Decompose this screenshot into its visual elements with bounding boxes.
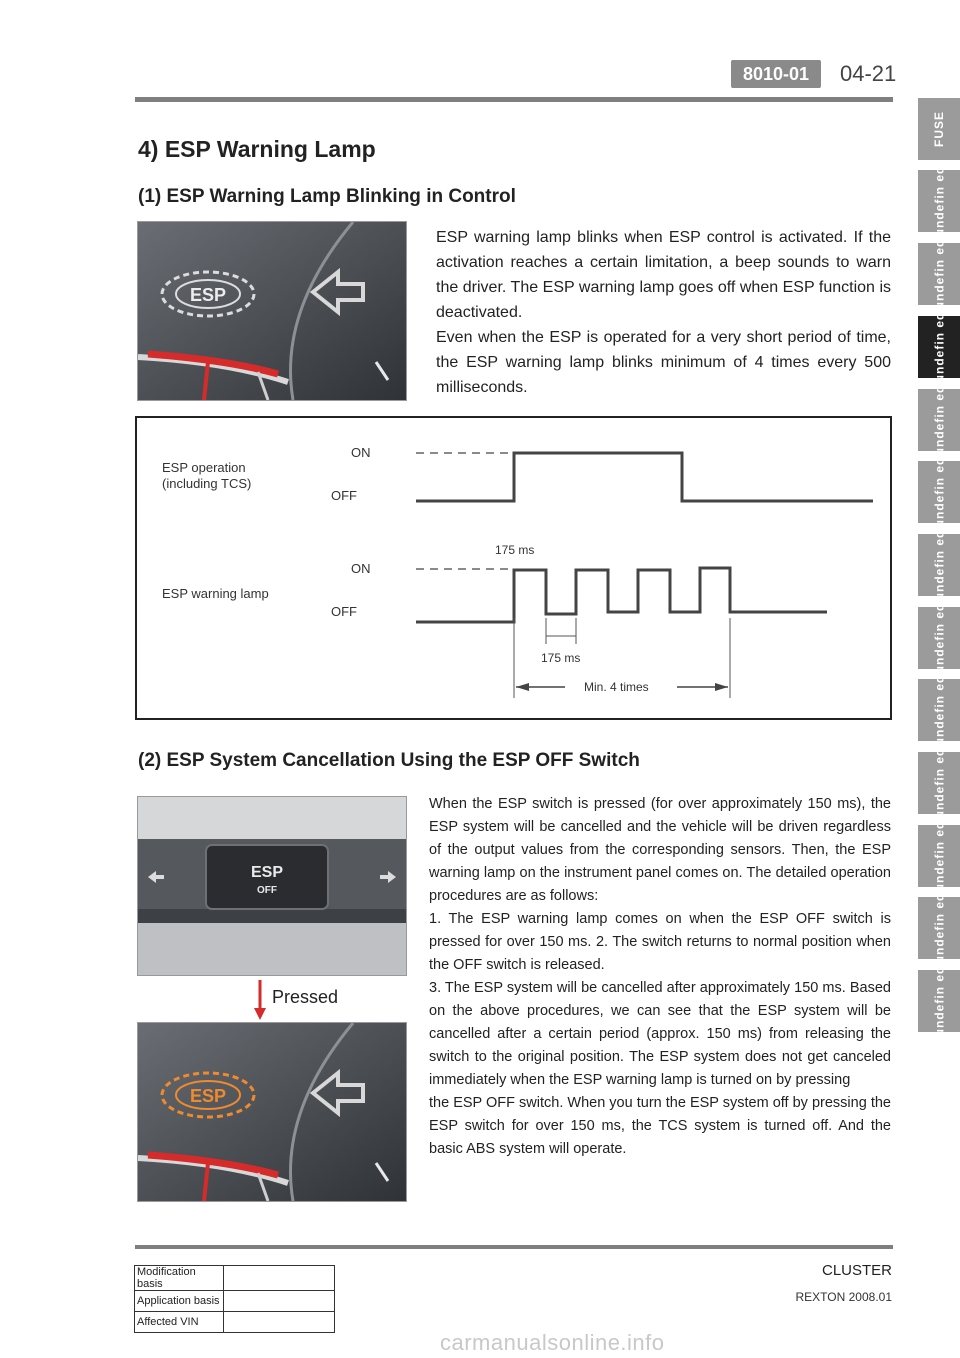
timing-diagram-svg <box>137 418 890 718</box>
model-version: REXTON 2008.01 <box>795 1290 892 1304</box>
side-tab-label: undefin ed <box>932 529 947 601</box>
cluster-photo-esp-lamp <box>137 221 407 401</box>
side-tab-5[interactable] <box>918 384 960 456</box>
side-tab-6[interactable] <box>918 456 960 528</box>
esp-operation-sublabel: (including TCS) <box>162 476 252 491</box>
side-tab-label: undefin ed <box>932 384 947 456</box>
subsection-2-title: (2) ESP System Cancellation Using the ESP OFF Switch <box>138 750 640 771</box>
subsection-1-text <box>436 225 891 400</box>
table-row <box>135 1291 335 1312</box>
side-tab-label: undefin ed <box>932 456 947 528</box>
header-rule <box>135 97 893 102</box>
cluster-illustration <box>138 222 406 400</box>
watermark: carmanualsonline.info <box>440 1330 665 1355</box>
side-tab-label: undefin ed <box>932 892 947 964</box>
subsection-2-paragraph-2: 1. The ESP warning lamp comes on when the ESP OFF switch is pressed for over 150 ms. 2. The switch returns to normal position when the OFF switch is released. <box>429 911 891 973</box>
cluster-photo-esp-on <box>137 1022 407 1202</box>
page-number: 04-21 <box>840 61 897 86</box>
subsection-1-paragraph-1: ESP warning lamp blinks when ESP control is activated. If the activation reaches a certain limitation, a beep sounds to warn the driver. The ESP warning lamp goes off when ESP function is deactivated. <box>436 229 891 321</box>
arrow-left-icon <box>516 683 529 691</box>
table-key: Modification basis <box>135 1266 224 1291</box>
side-tab-fuse[interactable] <box>918 98 960 160</box>
side-tab-4-active[interactable] <box>918 311 960 383</box>
subsection-2-paragraph-1: When the ESP switch is pressed (for over approximately 150 ms), the ESP system will be cancelled and the vehicle will be driven regardless of the output values from the corresponding sensors. Then, the ESP warning lamp on the instrument panel comes on. The detailed operation procedures are as follows: <box>429 796 891 904</box>
section-title: 4) ESP Warning Lamp <box>138 136 376 162</box>
side-tab-label: undefin ed <box>932 747 947 819</box>
subsection-2-paragraph-4: the ESP OFF switch. When you turn the ESP system off by pressing the ESP switch for over 150 ms, the TCS system is turned off. And the basic ABS system will operate. <box>429 1095 891 1157</box>
side-tab-10[interactable] <box>918 747 960 819</box>
bottom-175ms-label: 175 ms <box>541 651 581 665</box>
table-row <box>135 1266 335 1291</box>
timing-diagram <box>135 416 892 720</box>
side-tab-12[interactable] <box>918 892 960 964</box>
side-tab-7[interactable] <box>918 529 960 601</box>
side-tab-label: undefin ed <box>932 965 947 1037</box>
subsection-1-title: (1) ESP Warning Lamp Blinking in Control <box>138 186 516 207</box>
side-tab-label: undefin ed <box>932 820 947 892</box>
table-key: Application basis <box>135 1291 224 1312</box>
side-tab-label: FUSE <box>931 110 946 148</box>
side-tab-3[interactable] <box>918 238 960 310</box>
table-value <box>224 1312 335 1333</box>
side-tab-11[interactable] <box>918 820 960 892</box>
subsection-1-paragraph-2: Even when the ESP is operated for a very short period of time, the ESP warning lamp blinks minimum of 4 times every 500 milliseconds. <box>436 329 891 396</box>
row2-on-label: ON <box>351 561 371 576</box>
switch-illustration <box>138 797 406 975</box>
footer-rule <box>135 1245 893 1249</box>
side-tab-8[interactable] <box>918 602 960 674</box>
switch-esp-label: ESP <box>250 864 284 881</box>
esp-warning-lamp-label: ESP warning lamp <box>162 586 269 601</box>
chapter-name: CLUSTER <box>821 1262 892 1279</box>
side-tab-label: undefin ed <box>932 165 947 237</box>
table-row <box>135 1312 335 1333</box>
side-tab-label: undefin ed <box>932 674 947 746</box>
side-tab-9[interactable] <box>918 674 960 746</box>
esp-lamp-label: ESP <box>189 285 227 305</box>
top-175ms-label: 175 ms <box>495 543 535 557</box>
esp-operation-waveform <box>416 453 873 501</box>
subsection-2-paragraph-3: 3. The ESP system will be cancelled after approximately 150 ms. Based on the above procedures, we can see that the ESP system will be cancelled after a certain period (approx. 150 ms) from releasing the switch to the original position. The ESP system does not get canceled immediately when the ESP warning lamp is turned on by pressing <box>429 980 891 1088</box>
pressed-label: Pressed <box>272 987 339 1007</box>
side-tab-label: undefin ed <box>932 602 947 674</box>
side-tab-label: undefin ed <box>932 238 947 310</box>
table-value <box>224 1291 335 1312</box>
section-code-badge: 8010-01 <box>731 60 821 88</box>
pressed-arrow <box>252 980 268 1020</box>
subsection-2-text <box>429 793 891 1161</box>
min-4-times-label: Min. 4 times <box>584 680 649 694</box>
esp-warning-lamp-waveform <box>416 568 827 622</box>
side-tab-label: undefin ed <box>932 311 947 383</box>
row1-on-label: ON <box>351 445 371 460</box>
cluster-on-illustration <box>138 1023 406 1201</box>
revision-table <box>134 1265 335 1333</box>
esp-operation-label: ESP operation <box>162 460 246 475</box>
side-tab-2[interactable] <box>918 165 960 237</box>
table-value <box>224 1266 335 1291</box>
table-key: Affected VIN <box>135 1312 224 1333</box>
side-tab-13[interactable] <box>918 965 960 1037</box>
esp-lamp-on-label: ESP <box>189 1086 227 1106</box>
row2-off-label: OFF <box>331 604 357 619</box>
arrow-right-icon <box>715 683 728 691</box>
switch-off-label: OFF <box>257 885 277 896</box>
esp-off-switch-photo <box>137 796 407 976</box>
arrow-down-icon <box>252 980 268 1020</box>
row1-off-label: OFF <box>331 488 357 503</box>
